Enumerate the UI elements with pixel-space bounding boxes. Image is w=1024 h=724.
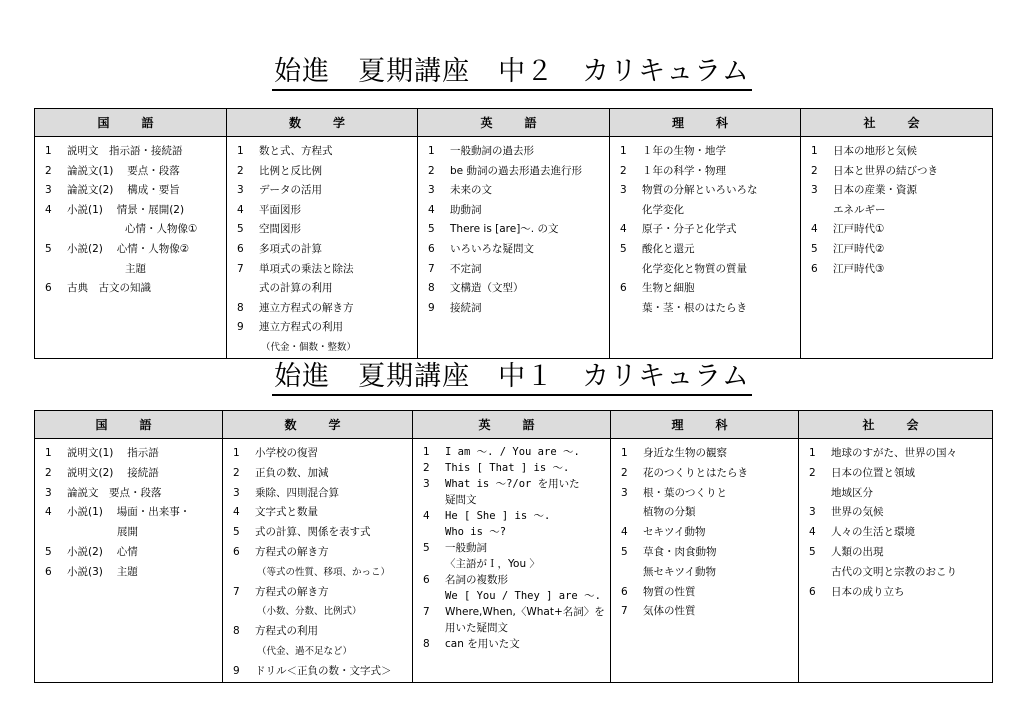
list-item-continuation: [445, 524, 610, 540]
list-item: [621, 464, 798, 484]
list-item: [45, 279, 226, 299]
list-item: [428, 299, 609, 319]
list-item-continuation: [445, 556, 610, 572]
item-number: 2: [45, 466, 52, 479]
item-text: 地域区分: [831, 486, 873, 499]
list-item: [428, 181, 609, 201]
item-text: 比例と反比例: [259, 164, 322, 177]
list-item: [237, 142, 417, 162]
item-text: 江戸時代①: [833, 223, 885, 236]
item-text: 日本の地形と気候: [833, 145, 917, 157]
item-text: 説明文 指示語・接続語: [67, 145, 183, 157]
list-item: [809, 464, 992, 484]
header-rika: 理 科: [610, 109, 801, 137]
list-item: [423, 460, 610, 476]
list-item-continuation: [261, 338, 417, 358]
item-text: 方程式の利用: [255, 625, 318, 638]
item-number: 7: [621, 605, 628, 618]
item-text: 方程式の解き方: [255, 545, 329, 558]
item-text: 方程式の解き方: [255, 585, 329, 598]
item-text: There is [are]～. の文: [450, 223, 559, 236]
title-grade1: 始進 夏期講座 中１ カリキュラム: [0, 361, 1024, 396]
list-item: [233, 583, 412, 603]
list-item: [620, 142, 800, 162]
item-text: １年の科学・物理: [642, 164, 726, 177]
item-number: 4: [620, 223, 627, 236]
content-row: [35, 137, 993, 359]
header-sugaku: 数 学: [223, 411, 413, 439]
list-item: [233, 484, 412, 504]
cell-kokugo: [35, 137, 227, 359]
item-number: 6: [621, 585, 628, 598]
item-text: This [ That ] is ～.: [445, 462, 570, 474]
list-item: [811, 220, 992, 240]
item-number: 6: [809, 585, 816, 598]
item-number: 9: [233, 664, 240, 677]
list-item: [621, 444, 798, 464]
title-grade2: 始進 夏期講座 中２ カリキュラム: [0, 56, 1024, 91]
list-item: [45, 201, 226, 221]
item-text: 地球のすがた、世界の国々: [831, 447, 957, 459]
item-number: 2: [811, 164, 818, 177]
item-text: 展開: [117, 526, 138, 539]
item-text: 乗除、四則混合算: [255, 486, 339, 499]
item-text: 不定詞: [450, 262, 482, 275]
item-number: 3: [45, 184, 52, 197]
list-item: [237, 240, 417, 260]
list-item: [809, 503, 992, 523]
item-number: 2: [809, 466, 816, 479]
item-text: 日本の位置と領域: [831, 466, 915, 479]
item-text: 疑問文: [445, 494, 477, 506]
list-item-continuation: [643, 563, 798, 583]
item-number: 1: [45, 447, 52, 459]
item-number: 1: [423, 446, 430, 458]
list-item-continuation: [257, 602, 412, 622]
item-number: 5: [233, 526, 240, 539]
item-number: 3: [428, 184, 435, 197]
header-shakai: 社 会: [799, 411, 993, 439]
item-text: 原子・分子と化学式: [642, 223, 737, 236]
list-item: [620, 220, 800, 240]
item-number: 6: [428, 242, 435, 255]
item-number: 5: [45, 242, 52, 255]
item-number: 3: [423, 478, 430, 490]
item-number: 2: [233, 466, 240, 479]
list-item: [809, 543, 992, 563]
item-number: 8: [428, 282, 435, 295]
item-text: （小数、分数、比例式）: [257, 606, 362, 618]
item-text: 式の計算の利用: [259, 282, 333, 295]
item-text: 平面図形: [259, 203, 301, 216]
item-text: I am ～. / You are ～.: [445, 446, 580, 458]
header-eigo: 英 語: [418, 109, 610, 137]
list-item: [423, 476, 610, 492]
item-number: 4: [45, 203, 52, 216]
item-text: 名詞の複数形: [445, 574, 508, 586]
item-text: 日本の成り立ち: [831, 585, 905, 598]
item-text: （代金・個数・整数）: [261, 341, 357, 353]
item-text: （等式の性質、移項、かっこ）: [257, 566, 391, 578]
list-item: [423, 508, 610, 524]
item-number: 6: [237, 242, 244, 255]
item-text: He [ She ] is ～.: [445, 510, 551, 522]
item-number: 4: [423, 510, 430, 522]
list-item: [233, 662, 412, 682]
list-item: [45, 142, 226, 162]
list-item: [45, 181, 226, 201]
item-text: （代金、過不足など）: [257, 645, 353, 657]
cell-rika: [611, 439, 799, 683]
item-text: セキツイ動物: [643, 526, 706, 539]
header-kokugo: 国 語: [35, 109, 227, 137]
item-text: 主題: [125, 262, 146, 275]
item-text: エネルギー: [833, 203, 886, 216]
header-row: [35, 109, 993, 137]
item-number: 9: [428, 301, 435, 314]
list-item: [811, 142, 992, 162]
item-text: 小説(1) 情景・展開(2): [67, 203, 185, 216]
item-number: 2: [428, 164, 435, 177]
item-text: 気体の性質: [643, 605, 696, 618]
item-number: 8: [233, 625, 240, 638]
header-eigo: 英 語: [413, 411, 611, 439]
list-item-continuation: [831, 563, 992, 583]
cell-shakai: [799, 439, 993, 683]
item-number: 4: [237, 203, 244, 216]
item-text: 連立方程式の利用: [259, 321, 343, 334]
item-number: 2: [621, 466, 628, 479]
list-item-continuation: [643, 503, 798, 523]
item-text: ドリル＜正負の数・文字式＞: [255, 664, 392, 677]
list-item: [428, 260, 609, 280]
item-number: 4: [233, 506, 240, 519]
curriculum-table-grade1: [34, 410, 993, 683]
list-item: [237, 181, 417, 201]
list-item: [423, 540, 610, 556]
list-item-continuation: [259, 279, 417, 299]
item-text: 式の計算、関係を表す式: [255, 526, 371, 539]
item-text: 空間図形: [259, 223, 301, 236]
list-item: [233, 503, 412, 523]
item-text: 花のつくりとはたらき: [643, 466, 748, 479]
item-text: 人々の生活と環境: [831, 526, 915, 539]
content-row: [35, 439, 993, 683]
list-item: [428, 240, 609, 260]
list-item: [233, 464, 412, 484]
list-item: [45, 543, 222, 563]
item-text: 心情・人物像①: [125, 223, 198, 236]
item-number: 1: [428, 145, 435, 157]
item-text: 古典 古文の知識: [67, 282, 151, 295]
item-text: 日本と世界の結びつき: [833, 164, 938, 177]
item-text: 植物の分類: [643, 506, 696, 519]
list-item: [811, 162, 992, 182]
item-text: 文構造（文型）: [450, 282, 524, 295]
item-number: 2: [620, 164, 627, 177]
list-item-continuation: [117, 523, 222, 543]
list-item-continuation: [257, 642, 412, 662]
item-number: 5: [428, 223, 435, 236]
item-number: 5: [45, 545, 52, 558]
item-text: 接続詞: [450, 301, 482, 314]
item-number: 8: [423, 638, 430, 650]
list-item: [428, 162, 609, 182]
item-number: 5: [621, 545, 628, 558]
item-text: 物質の分解といろいろな: [642, 184, 758, 197]
list-item: [233, 543, 412, 563]
item-text: Where,When,〈What+名詞〉を: [445, 606, 605, 618]
list-item-continuation: [833, 201, 992, 221]
list-item: [621, 583, 798, 603]
header-rika: 理 科: [611, 411, 799, 439]
list-item-continuation: [125, 260, 226, 280]
list-item-continuation: [257, 563, 412, 583]
item-text: データの活用: [259, 184, 322, 197]
item-number: 6: [423, 574, 430, 586]
list-item-continuation: [642, 201, 800, 221]
item-number: 4: [45, 506, 52, 519]
item-number: 5: [620, 242, 627, 255]
item-text: 古代の文明と宗教のおこり: [831, 565, 957, 578]
list-item: [811, 240, 992, 260]
item-text: いろいろな疑問文: [450, 242, 534, 255]
item-text: 論説文(2) 構成・要旨: [67, 184, 180, 197]
cell-rika: [610, 137, 801, 359]
item-number: 5: [811, 242, 818, 255]
list-item: [621, 484, 798, 504]
item-text: 日本の産業・資源: [833, 184, 917, 197]
list-item: [45, 464, 222, 484]
list-item: [811, 181, 992, 201]
item-number: 3: [233, 486, 240, 499]
cell-shakai: [801, 137, 993, 359]
item-text: 根・葉のつくりと: [643, 486, 727, 499]
item-number: 2: [423, 462, 430, 474]
item-text: 単項式の乗法と除法: [259, 262, 354, 275]
item-text: 一般動詞: [445, 542, 487, 554]
header-kokugo: 国 語: [35, 411, 223, 439]
list-item: [237, 299, 417, 319]
list-item-continuation: [831, 484, 992, 504]
item-number: 5: [423, 542, 430, 554]
item-text: 未来の文: [450, 184, 492, 197]
list-item-continuation: [125, 220, 226, 240]
header-sugaku: 数 学: [227, 109, 418, 137]
item-text: 論説文 要点・段落: [67, 486, 162, 499]
list-item: [428, 279, 609, 299]
list-item: [620, 240, 800, 260]
list-item-continuation: [445, 588, 610, 604]
header-row: [35, 411, 993, 439]
list-item: [237, 318, 417, 338]
item-text: 助動詞: [450, 203, 482, 216]
item-text: 生物と細胞: [642, 282, 695, 295]
item-text: be 動詞の過去形過去進行形: [450, 164, 582, 177]
curriculum-table-grade2: [34, 108, 993, 359]
list-item: [621, 543, 798, 563]
item-number: 2: [237, 164, 244, 177]
list-item: [237, 260, 417, 280]
item-number: 9: [237, 321, 244, 334]
item-text: can を用いた文: [445, 638, 520, 650]
item-text: 小説(2) 心情: [67, 545, 138, 558]
item-text: 説明文(2) 接続語: [67, 466, 159, 479]
list-item: [423, 636, 610, 652]
list-item: [809, 583, 992, 603]
item-text: 身近な生物の観察: [643, 447, 727, 459]
item-text: 正負の数、加減: [255, 466, 329, 479]
item-text: 世界の気候: [831, 506, 884, 519]
cell-eigo: [418, 137, 610, 359]
item-number: 7: [423, 606, 430, 618]
item-number: 7: [233, 585, 240, 598]
item-text: 人類の出現: [831, 545, 884, 558]
item-text: 草食・肉食動物: [643, 545, 717, 558]
item-number: 1: [45, 145, 52, 157]
item-text: 数と式、方程式: [259, 145, 333, 157]
item-number: 8: [237, 301, 244, 314]
list-item: [45, 563, 222, 583]
list-item: [45, 484, 222, 504]
item-number: 3: [621, 486, 628, 499]
item-number: 4: [428, 203, 435, 216]
list-item: [233, 622, 412, 642]
cell-eigo: [413, 439, 611, 683]
item-number: 1: [233, 447, 240, 459]
item-number: 6: [45, 282, 52, 295]
list-item: [237, 220, 417, 240]
item-number: 1: [237, 145, 244, 157]
item-text: 小説(3) 主題: [67, 565, 138, 578]
list-item: [233, 523, 412, 543]
item-text: 用いた疑問文: [445, 622, 508, 634]
item-text: 物質の性質: [643, 585, 696, 598]
list-item: [621, 602, 798, 622]
item-number: 3: [811, 184, 818, 197]
header-shakai: 社 会: [801, 109, 993, 137]
item-text: 小学校の復習: [255, 447, 318, 459]
item-text: 葉・茎・根のはたらき: [642, 301, 747, 314]
list-item-continuation: [445, 492, 610, 508]
item-number: 4: [811, 223, 818, 236]
list-item: [237, 201, 417, 221]
item-number: 2: [45, 164, 52, 177]
item-number: 4: [809, 526, 816, 539]
list-item: [809, 444, 992, 464]
item-number: 3: [237, 184, 244, 197]
list-item: [423, 444, 610, 460]
list-item: [621, 523, 798, 543]
item-text: What is ～?/or を用いた: [445, 478, 580, 490]
item-number: 6: [233, 545, 240, 558]
list-item: [428, 201, 609, 221]
item-number: 1: [811, 145, 818, 157]
item-number: 6: [811, 262, 818, 275]
list-item-continuation: [642, 299, 800, 319]
item-number: 5: [809, 545, 816, 558]
list-item: [620, 279, 800, 299]
item-text: Who is ～?: [445, 526, 507, 538]
item-text: 多項式の計算: [259, 242, 322, 255]
list-item: [811, 260, 992, 280]
item-text: 酸化と還元: [642, 242, 695, 255]
item-number: 1: [809, 447, 816, 459]
item-text: 無セキツイ動物: [643, 565, 716, 578]
list-item: [237, 162, 417, 182]
item-number: 3: [809, 506, 816, 519]
item-number: 6: [45, 565, 52, 578]
item-text: 説明文(1) 指示語: [67, 447, 159, 459]
item-text: １年の生物・地学: [642, 145, 726, 157]
item-number: 7: [428, 262, 435, 275]
item-number: 6: [620, 282, 627, 295]
item-text: 文字式と数量: [255, 506, 318, 519]
item-number: 3: [620, 184, 627, 197]
list-item: [45, 162, 226, 182]
list-item: [428, 220, 609, 240]
item-text: 〈主語がＩ，You 〉: [445, 558, 540, 570]
list-item: [45, 503, 222, 523]
list-item: [233, 444, 412, 464]
cell-sugaku: [227, 137, 418, 359]
item-number: 5: [237, 223, 244, 236]
item-text: 連立方程式の解き方: [259, 301, 354, 314]
item-text: 小説(2) 心情・人物像②: [67, 242, 190, 255]
item-text: 化学変化と物質の質量: [642, 262, 747, 275]
cell-kokugo: [35, 439, 223, 683]
item-text: 江戸時代③: [833, 262, 885, 275]
cell-sugaku: [223, 439, 413, 683]
item-text: We [ You / They ] are ～.: [445, 590, 601, 602]
list-item: [423, 604, 610, 620]
item-text: 化学変化: [642, 203, 684, 216]
item-text: 江戸時代②: [833, 242, 885, 255]
item-text: 一般動詞の過去形: [450, 145, 534, 157]
list-item: [809, 523, 992, 543]
item-text: 小説(1) 場面・出来事・: [67, 506, 191, 519]
list-item: [620, 181, 800, 201]
item-number: 1: [621, 447, 628, 459]
list-item: [428, 142, 609, 162]
list-item: [620, 162, 800, 182]
list-item: [423, 572, 610, 588]
item-number: 4: [621, 526, 628, 539]
item-number: 3: [45, 486, 52, 499]
list-item-continuation: [642, 260, 800, 280]
item-number: 7: [237, 262, 244, 275]
list-item: [45, 240, 226, 260]
list-item: [45, 444, 222, 464]
item-text: 論説文(1) 要点・段落: [67, 164, 180, 177]
item-number: 1: [620, 145, 627, 157]
list-item-continuation: [445, 620, 610, 636]
